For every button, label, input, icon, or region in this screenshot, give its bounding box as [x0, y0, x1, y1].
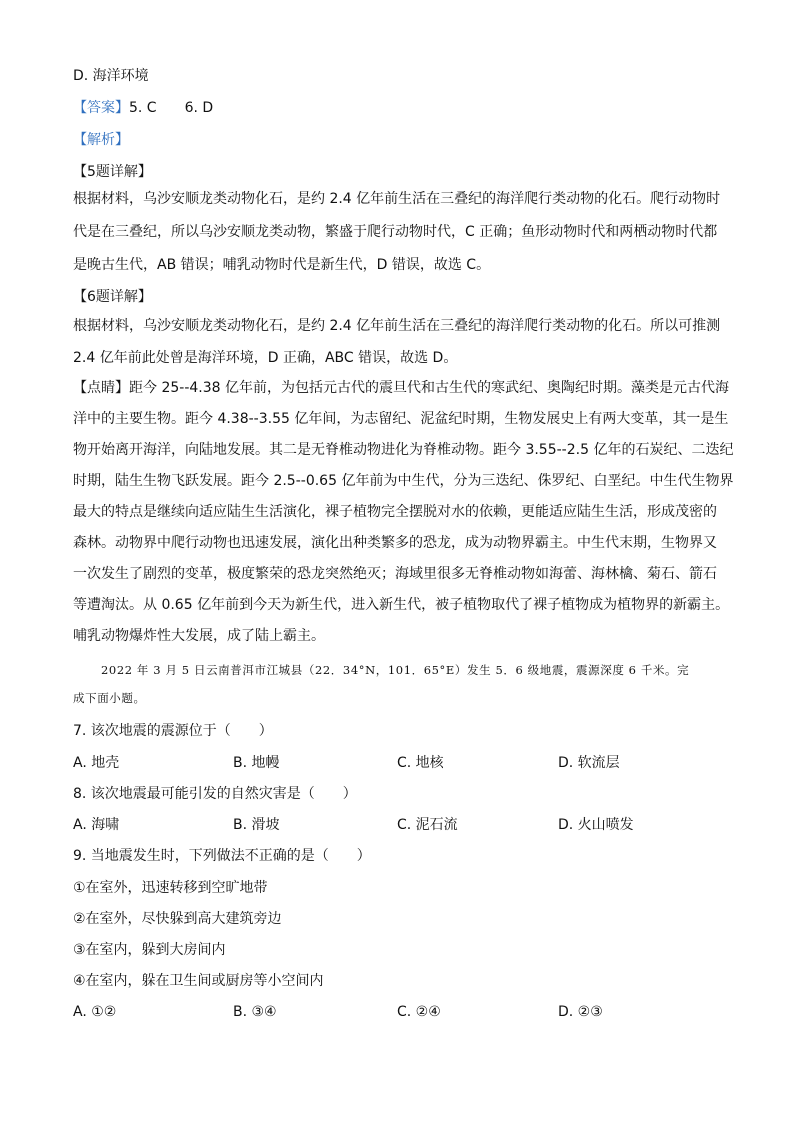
q7-option-a: A. 地壳	[73, 755, 120, 771]
q9-statement-4: ④在室内，躲在卫生间或厨房等小空间内	[73, 973, 324, 989]
q8-option-c: C. 泥石流	[397, 817, 458, 833]
q7-option-c: C. 地核	[397, 755, 444, 771]
q5-header: 【5题详解】	[73, 164, 152, 180]
tip-first-line: 距今 25--4.38 亿年前，为包括元古代的震旦代和古生代的寒武纪、奥陶纪时期。藻类是元古代海	[129, 380, 729, 396]
q9-option-c: C. ②④	[397, 1004, 441, 1020]
q9-statement-2: ②在室外，尽快躲到高大建筑旁边	[73, 911, 282, 927]
q8-option-a: A. 海啸	[73, 817, 120, 833]
tip-line-3: 物开始离开海洋，向陆地发展。其二是无脊椎动物进化为脊椎动物。距今 3.55--2.5 亿年的石炭纪、二迭纪	[73, 442, 734, 458]
tip-line-1	[73, 378, 729, 398]
q5-line-1: 根据材料，乌沙安顺龙类动物化石，是约 2.4 亿年前生活在三叠纪的海洋爬行类动物的化石。爬行动物时	[73, 191, 721, 207]
q5-line-3: 是晚古生代，AB 错误；哺乳动物时代是新生代，D 错误，故选 C。	[73, 257, 491, 273]
tip-line-7: 一次发生了剧烈的变革，极度繁荣的恐龙突然绝灭；海域里很多无脊椎动物如海蕾、海林檎、菊石、箭石	[73, 566, 717, 582]
tip-tag: 【点睛】	[73, 380, 129, 396]
q4-option-d: D. 海洋环境	[73, 68, 149, 84]
q7-stem: 7. 该次地震的震源位于（ ）	[73, 723, 273, 739]
q9-option-b: B. ③④	[233, 1004, 277, 1020]
analysis-tag: 【解析】	[73, 132, 129, 148]
answer-text: 5. C 6. D	[129, 100, 214, 116]
tip-line-2: 洋中的主要生物。距今 4.38--3.55 亿年间，为志留纪、泥盆纪时期，生物发展史上有两大变革，其一是生	[73, 411, 729, 427]
q9-statement-3: ③在室内，躲到大房间内	[73, 942, 226, 958]
tip-line-6: 森林。动物界中爬行动物也迅速发展，演化出种类繁多的恐龙，成为动物界霸主。中生代末期，生物界又	[73, 535, 717, 551]
q5-line-2: 代是在三叠纪，所以乌沙安顺龙类动物，繁盛于爬行动物时代，C 正确；鱼形动物时代和两栖动物时代都	[73, 224, 718, 240]
intro-line-1: 2022 年 3 月 5 日云南普洱市江城县（22．34°N，101．65°E）发生 5．6 级地震，震源深度 6 千米。完	[101, 663, 690, 677]
q9-statement-1: ①在室外，迅速转移到空旷地带	[73, 880, 268, 896]
q6-line-1: 根据材料，乌沙安顺龙类动物化石，是约 2.4 亿年前生活在三叠纪的海洋爬行类动物的化石。所以可推测	[73, 318, 721, 334]
q7-option-d: D. 软流层	[558, 755, 620, 771]
q8-stem: 8. 该次地震最可能引发的自然灾害是（ ）	[73, 786, 357, 802]
answer-line	[73, 98, 213, 118]
tip-line-4: 时期，陆生生物飞跃发展。距今 2.5--0.65 亿年前为中生代，分为三迭纪、侏罗纪、白垩纪。中生代生物界	[73, 473, 734, 489]
q9-option-a: A. ①②	[73, 1004, 117, 1020]
q8-option-d: D. 火山喷发	[558, 817, 634, 833]
tip-line-9: 哺乳动物爆炸性大发展，成了陆上霸主。	[73, 628, 325, 644]
tip-line-5: 最大的特点是继续向适应陆生生活演化，裸子植物完全摆脱对水的依赖，更能适应陆生生活，形成茂密的	[73, 504, 717, 520]
q9-stem: 9. 当地震发生时，下列做法不正确的是（ ）	[73, 848, 371, 864]
q6-header: 【6题详解】	[73, 289, 152, 305]
q6-line-2: 2.4 亿年前此处曾是海洋环境，D 正确，ABC 错误，故选 D。	[73, 350, 458, 366]
intro-line-2: 成下面小题。	[73, 691, 146, 705]
q7-option-b: B. 地幔	[233, 755, 280, 771]
q9-option-d: D. ②③	[558, 1004, 603, 1020]
answer-tag: 【答案】	[73, 100, 129, 116]
q8-option-b: B. 滑坡	[233, 817, 280, 833]
tip-line-8: 等遭淘汰。从 0.65 亿年前到今天为新生代，进入新生代，被子植物取代了裸子植物成为植物界的新霸主。	[73, 597, 730, 613]
